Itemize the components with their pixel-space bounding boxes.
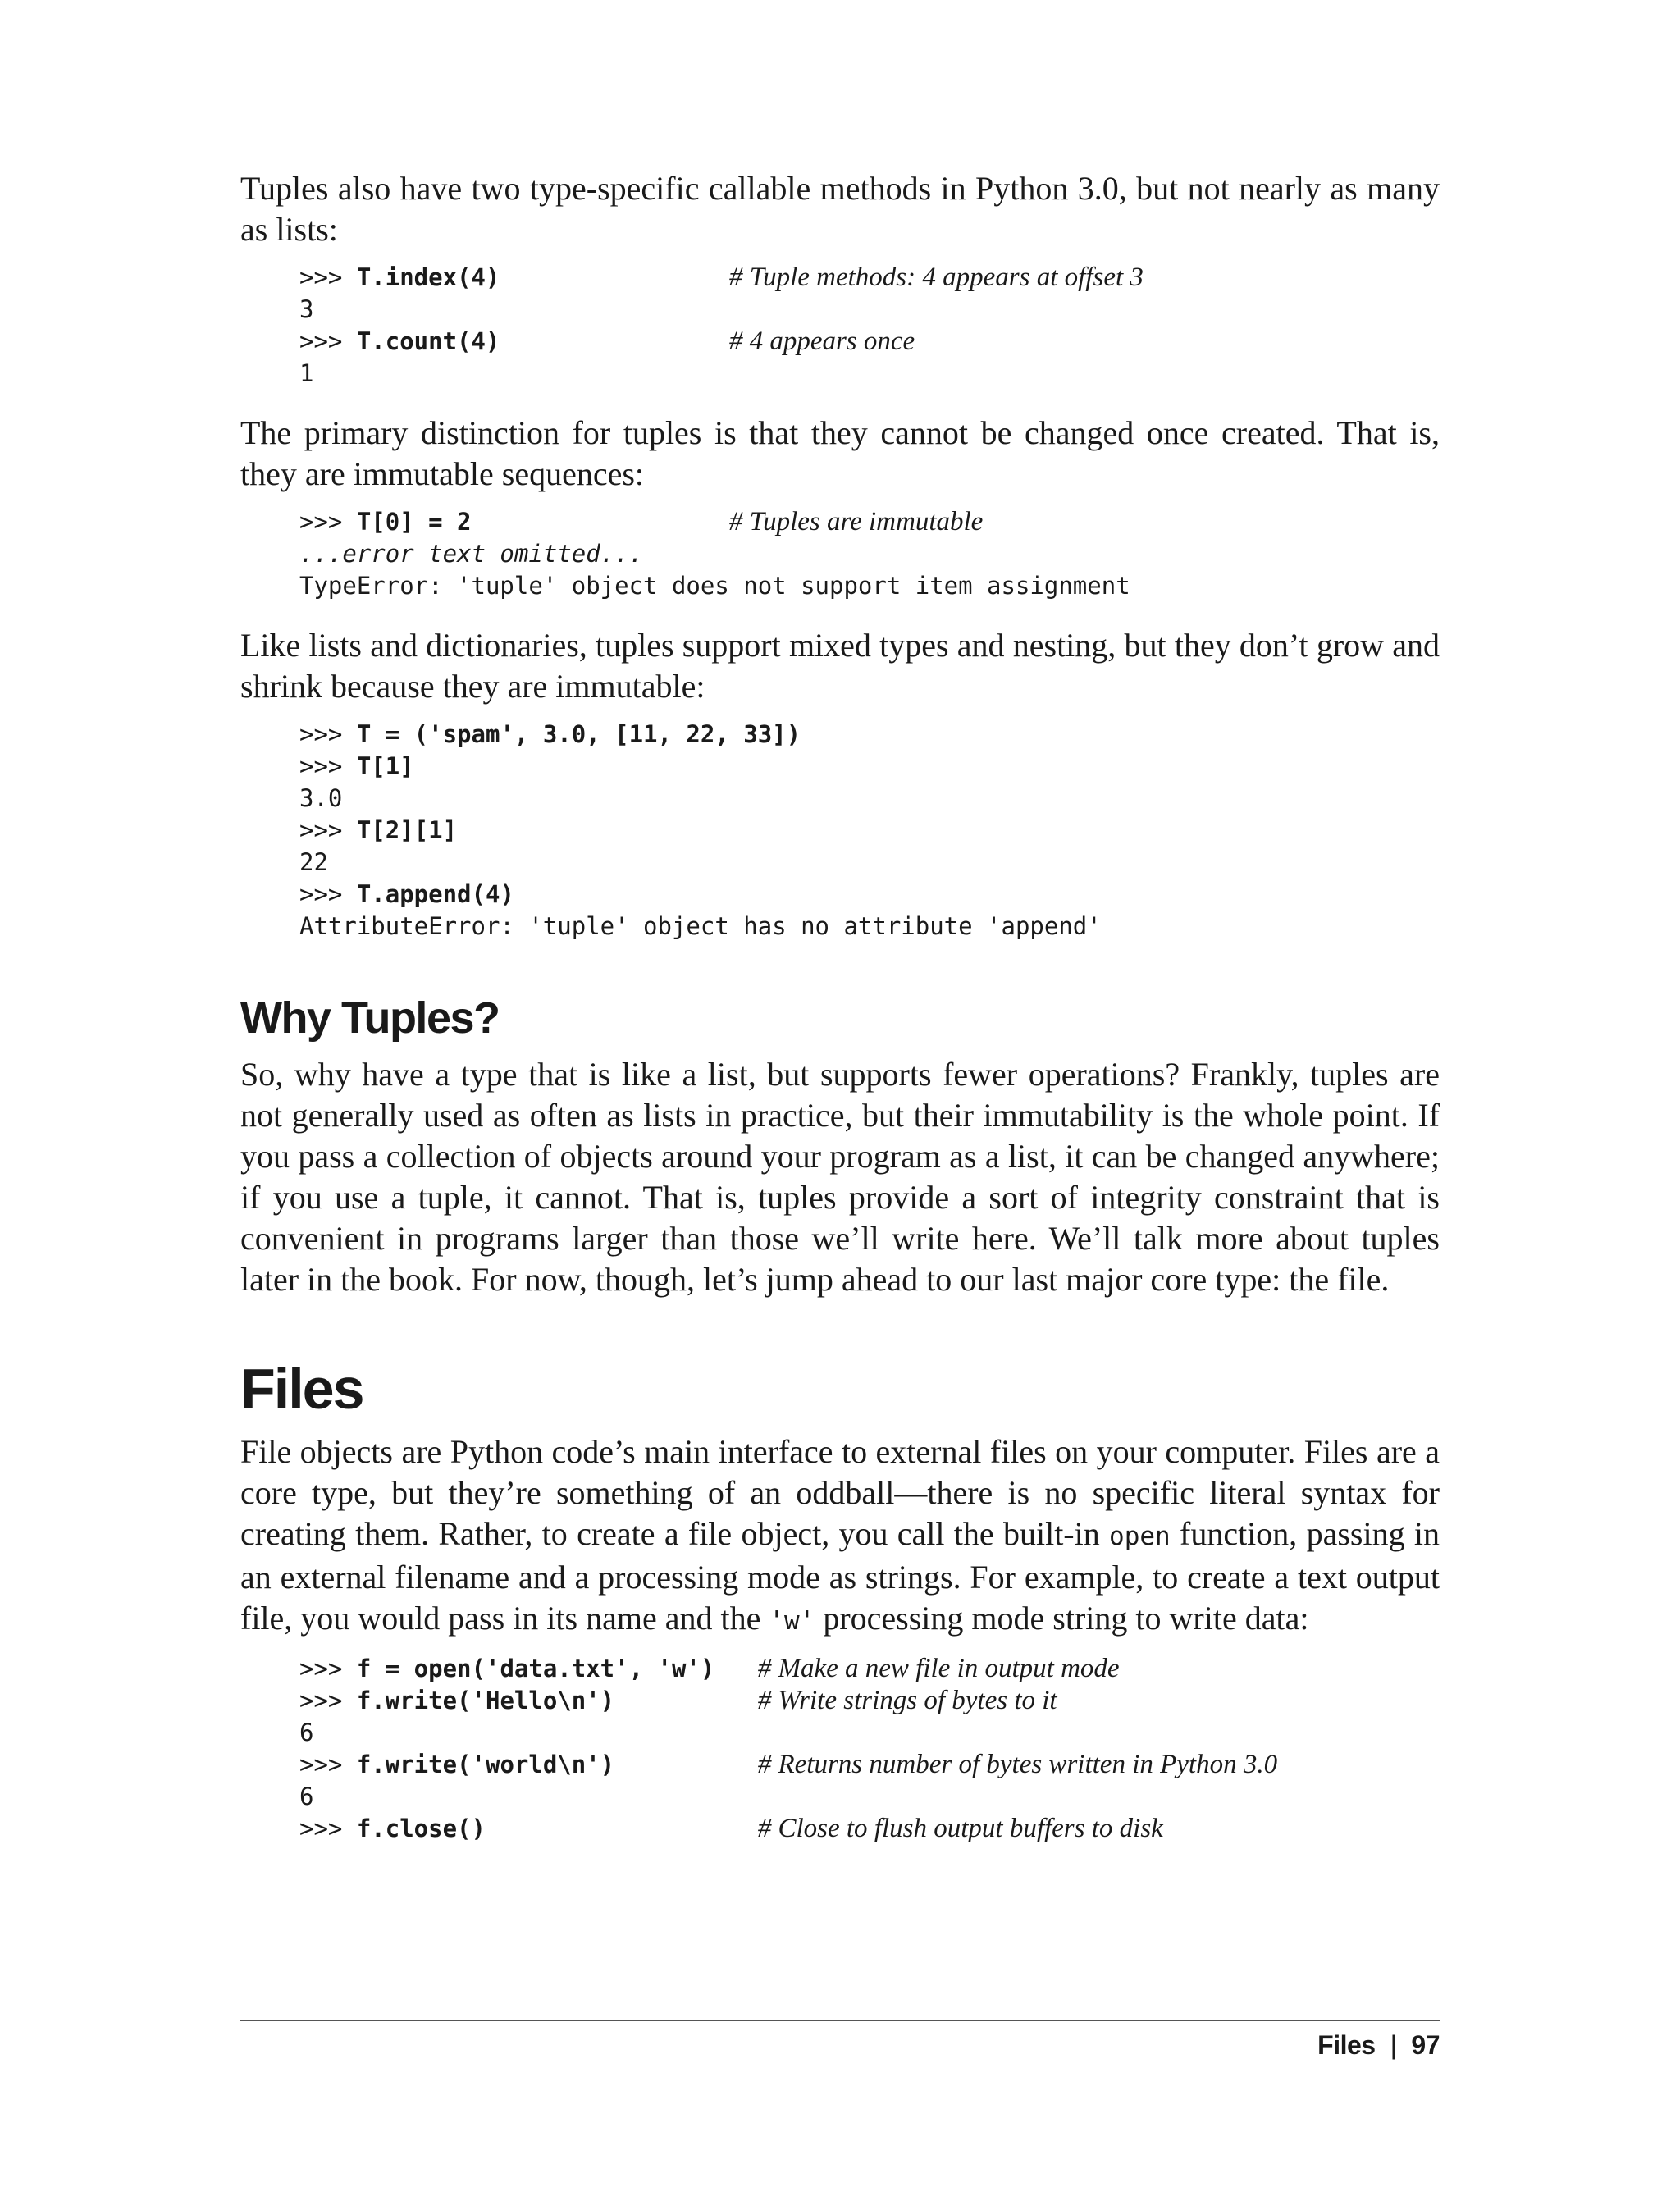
paragraph-tuple-methods: Tuples also have two type-specific callable methods in Python 3.0, but not nearly as many as lists: xyxy=(240,170,1440,248)
code-line xyxy=(299,719,1440,751)
code-line xyxy=(299,358,1440,390)
code-comment: # Make a new file in output mode xyxy=(757,1654,1120,1683)
code-line xyxy=(299,506,1440,538)
code-line xyxy=(299,1685,1440,1717)
code-line xyxy=(299,538,1440,570)
code-line xyxy=(299,847,1440,879)
code-input: f.close() xyxy=(356,1815,486,1842)
code-line xyxy=(299,1781,1440,1813)
section-heading-files: Files xyxy=(240,1357,363,1421)
code-comment: # Write strings of bytes to it xyxy=(757,1686,1057,1715)
code-input: T = ('spam', 3.0, [11, 22, 33]) xyxy=(356,720,801,748)
code-output: 3.0 xyxy=(299,784,343,812)
code-line xyxy=(299,1813,1440,1845)
code-comment: # Returns number of bytes written in Python 3.0 xyxy=(757,1750,1278,1779)
code-block-tuple-methods xyxy=(299,262,1440,390)
code-prompt: >>> xyxy=(299,1751,357,1778)
code-line xyxy=(299,751,1440,783)
code-comment: # Close to flush output buffers to disk xyxy=(757,1814,1163,1843)
code-input: T[0] = 2 xyxy=(356,508,472,536)
code-block-immutable xyxy=(299,506,1440,602)
code-input: T[1] xyxy=(356,752,414,780)
code-line xyxy=(299,1653,1440,1685)
code-prompt: >>> xyxy=(299,1655,357,1682)
code-comment: # Tuple methods: 4 appears at offset 3 xyxy=(728,262,1144,292)
code-input: f.write('Hello\n') xyxy=(356,1687,615,1714)
code-output: 1 xyxy=(299,359,314,387)
paragraph-files: File objects are Python code’s main interface to external files on your computer. Files are a core type, but they’re something of an oddball—there is no specific literal syntax for creating them. Rather, to create a file object, you call the built-in open function, passing in an external filename and a processing mode as strings. For example, to create a text output file, you would pass in its name and the 'w' processing mode string to write data: xyxy=(240,1433,1440,1637)
inline-code-w: 'w' xyxy=(769,1606,815,1636)
code-output: ...error text omitted... xyxy=(299,540,644,568)
page-footer xyxy=(1317,2030,1440,2061)
code-block-files xyxy=(299,1653,1440,1845)
code-output: TypeError: 'tuple' object does not support item assignment xyxy=(299,572,1130,600)
page-body xyxy=(240,168,1440,1845)
code-prompt: >>> xyxy=(299,1815,357,1842)
code-prompt: >>> xyxy=(299,720,357,748)
code-line xyxy=(299,1717,1440,1749)
code-input: T[2][1] xyxy=(356,816,458,844)
code-prompt: >>> xyxy=(299,508,357,536)
code-comment: # Tuples are immutable xyxy=(728,507,984,536)
code-prompt: >>> xyxy=(299,263,357,291)
code-output: 22 xyxy=(299,848,328,876)
code-input: T.index(4) xyxy=(356,263,500,291)
code-line xyxy=(299,911,1440,943)
code-line xyxy=(299,326,1440,358)
inline-code-open: open xyxy=(1109,1522,1171,1551)
code-line xyxy=(299,879,1440,911)
code-output: 6 xyxy=(299,1719,314,1746)
code-line xyxy=(299,783,1440,815)
paragraph-why-tuples: So, why have a type that is like a list, but supports fewer operations? Frankly, tuples are not generally used as often as lists in practice, but their immutability is the whole point. If you pass a collection of objects around your program as a list, it can be changed anywhere; if you use a tuple, it cannot. That is, tuples provide a sort of integrity constraint that is convenient in programs larger than those we’ll write here. We’ll talk more about tuples later in the book. For now, though, let’s jump ahead to our last major core type: the file. xyxy=(240,1056,1440,1298)
code-prompt: >>> xyxy=(299,1687,357,1714)
paragraph-nesting: Like lists and dictionaries, tuples support mixed types and nesting, but they don’t grow and shrink because they are immutable: xyxy=(240,627,1440,705)
code-line xyxy=(299,262,1440,294)
footer-rule xyxy=(240,2020,1440,2021)
code-line xyxy=(299,294,1440,326)
code-line xyxy=(299,570,1440,602)
code-output: 6 xyxy=(299,1783,314,1810)
code-input: T.append(4) xyxy=(356,880,514,908)
code-prompt: >>> xyxy=(299,880,357,908)
code-comment: # 4 appears once xyxy=(728,326,915,356)
code-output: 3 xyxy=(299,295,314,323)
code-prompt: >>> xyxy=(299,327,357,355)
page-number: 97 xyxy=(1411,2030,1440,2060)
code-line xyxy=(299,1749,1440,1781)
paragraph-immutable: The primary distinction for tuples is that they cannot be changed once created. That is, they are immutable sequences: xyxy=(240,414,1440,492)
code-input: T.count(4) xyxy=(356,327,500,355)
code-prompt: >>> xyxy=(299,816,357,844)
footer-section-title: Files xyxy=(1317,2030,1376,2060)
code-input: f = open('data.txt', 'w') xyxy=(356,1655,715,1682)
footer-separator: | xyxy=(1390,2030,1397,2060)
section-heading-why-tuples: Why Tuples? xyxy=(240,993,500,1043)
code-line xyxy=(299,815,1440,847)
code-output: AttributeError: 'tuple' object has no attribute 'append' xyxy=(299,912,1102,940)
code-prompt: >>> xyxy=(299,752,357,780)
code-input: f.write('world\n') xyxy=(356,1751,615,1778)
code-block-nesting xyxy=(299,719,1440,943)
